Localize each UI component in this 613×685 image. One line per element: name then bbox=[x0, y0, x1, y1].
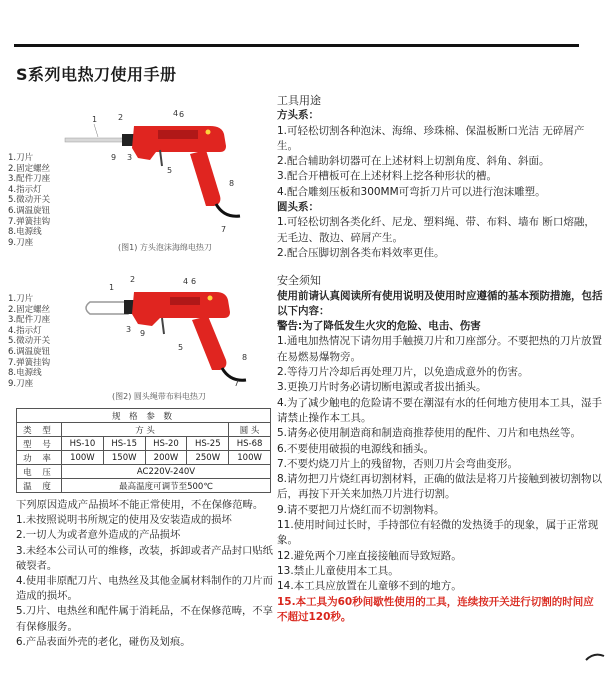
handle-1 bbox=[190, 150, 220, 206]
warranty-line: 5.刀片、电热丝和配件属于消耗品，不在保修范畴，不享有保修服务。 bbox=[16, 605, 273, 633]
svg-text:8: 8 bbox=[229, 179, 235, 188]
svg-text:3: 3 bbox=[126, 325, 132, 334]
legend-item: 4.指示灯 bbox=[8, 325, 42, 336]
svg-text:6: 6 bbox=[179, 110, 185, 119]
type-label: 类 型 bbox=[17, 423, 62, 437]
usage-item: 3.配合开槽板可在上述材料上挖各种形状的槽。 bbox=[277, 170, 498, 183]
warranty-line: 2.一切人为或者意外造成的产品损坏 bbox=[16, 529, 181, 542]
model-label: 型 号 bbox=[17, 437, 62, 451]
type-square: 方 头 bbox=[62, 423, 229, 437]
safety-item: 1.通电加热情况下请勿用手触摸刀片和刀座部分。不要把热的刀片放置在易燃易爆物旁。 bbox=[277, 335, 603, 363]
voltage-label: 电 压 bbox=[17, 465, 62, 479]
safety-item: 11.使用时间过长时，手持部位有轻微的发热烫手的现象，属于正常现象。 bbox=[277, 519, 599, 547]
callouts-2 bbox=[109, 275, 247, 388]
indicator-light-1 bbox=[206, 130, 211, 135]
legend-figure2 bbox=[8, 294, 50, 389]
usage-item: 1.可轻松切割各类化纤、尼龙、塑料绳、带、布料、墙布 断口熔融，无毛边、散边、碎屑产生。 bbox=[277, 216, 595, 244]
legend-item: 5.微动开关 bbox=[8, 195, 51, 206]
usage-heading: 工具用途 bbox=[277, 94, 321, 107]
svg-text:4: 4 bbox=[183, 277, 189, 286]
model-cell: HS-20 bbox=[145, 437, 187, 451]
safety-item: 4.为了减少触电的危险请不要在潮湿有水的任何地方使用本工具，湿手请禁止操作本工具。 bbox=[277, 396, 603, 424]
power-label: 功 率 bbox=[17, 451, 62, 465]
model-cell: HS-15 bbox=[103, 437, 145, 451]
legend-item: 6.调温旋钮 bbox=[8, 205, 51, 216]
round-heading: 圆头系： bbox=[277, 201, 319, 214]
type-round: 圆 头 bbox=[229, 423, 271, 437]
svg-text:5: 5 bbox=[178, 343, 184, 352]
svg-text:1: 1 bbox=[92, 115, 98, 124]
legend-item: 7.弹簧挂钩 bbox=[8, 216, 51, 227]
page-curl-icon bbox=[584, 650, 606, 664]
safety-item: 6.不要使用破损的电源线和插头。 bbox=[277, 442, 435, 455]
usage-item: 4.配合雕刻压板和300MM可弯折刀片可以进行泡沫雕塑。 bbox=[277, 185, 546, 198]
legend-item: 8.电源线 bbox=[8, 227, 42, 238]
specs-table bbox=[16, 408, 271, 493]
usage-item: 2.配合压脚切割各类布料效率更佳。 bbox=[277, 246, 445, 259]
safety-item: 14.本工具应放置在儿童够不到的地方。 bbox=[277, 580, 462, 593]
svg-text:6: 6 bbox=[191, 277, 197, 286]
legend-item: 5.微动开关 bbox=[8, 336, 51, 347]
legend-item: 1.刀片 bbox=[8, 153, 34, 163]
svg-text:7: 7 bbox=[234, 379, 240, 388]
spring-hook-2 bbox=[162, 318, 164, 334]
svg-text:4: 4 bbox=[173, 109, 179, 118]
legend-item: 1.刀片 bbox=[8, 294, 34, 304]
legend-item: 4.指示灯 bbox=[8, 184, 42, 195]
safety-intro: 使用前请认真阅读所有使用说明及使用时应遵循的基本预防措施，包括以下内容： bbox=[277, 289, 603, 317]
square-heading: 方头系： bbox=[277, 109, 319, 122]
safety-heading: 安全须知 bbox=[277, 274, 321, 288]
svg-text:9: 9 bbox=[111, 153, 117, 162]
legend-item: 9.刀座 bbox=[8, 378, 34, 389]
legend-item: 2.固定螺丝 bbox=[8, 304, 51, 315]
header-rule bbox=[14, 44, 579, 47]
indicator-light-2 bbox=[208, 296, 213, 301]
wire-blade-2 bbox=[86, 302, 128, 314]
usage-item: 2.配合辅助斜切器可在上述材料上切割角度、斜角、斜面。 bbox=[277, 155, 550, 168]
model-cell: HS-10 bbox=[62, 437, 104, 451]
right-column bbox=[277, 93, 604, 625]
temp-label: 温 度 bbox=[17, 479, 62, 493]
warranty-line: 下列原因造成产品损坏不能正常使用，不在保修范畴。 bbox=[16, 499, 264, 511]
warranty-line: 3.未经本公司认可的维修，改装，拆卸或者产品封口贴纸破裂者。 bbox=[16, 544, 273, 572]
warranty-section bbox=[16, 498, 274, 650]
spring-hook-1 bbox=[160, 150, 162, 166]
temp-value: 最高温度可调节至500℃ bbox=[62, 479, 271, 493]
figure1-caption: (图1) 方头泡沫海绵电热刀 bbox=[118, 243, 212, 252]
safety-highlight: 15.本工具为60秒间歇性使用的工具，连续按开关进行切割的时间应不超过120秒。 bbox=[277, 595, 594, 623]
svg-text:1: 1 bbox=[109, 283, 115, 292]
warranty-line: 1.未按照说明书所规定的使用及安装造成的损坏 bbox=[16, 514, 232, 527]
voltage-value: AC220V-240V bbox=[62, 465, 271, 479]
legend-item: 9.刀座 bbox=[8, 237, 34, 248]
power-cell: 200W bbox=[145, 451, 187, 465]
specs-title: 规 格 参 数 bbox=[17, 409, 271, 423]
safety-item: 2.等待刀片冷却后再处理刀片，以免造成意外的伤害。 bbox=[277, 366, 529, 379]
safety-warning: 警告:为了降低发生火灾的危险、电击、伤害 bbox=[277, 320, 481, 333]
model-cell: HS-68 bbox=[229, 437, 271, 451]
safety-item: 9.请不要把刀片烧红而不切割物料。 bbox=[277, 503, 445, 516]
model-cell: HS-25 bbox=[187, 437, 229, 451]
svg-text:5: 5 bbox=[167, 166, 173, 175]
power-cell: 100W bbox=[229, 451, 271, 465]
power-cord-1 bbox=[216, 204, 240, 216]
legend-figure1 bbox=[8, 153, 50, 248]
warranty-line: 6.产品表面外壳的老化，碰伤及划痕。 bbox=[16, 635, 191, 648]
svg-text:8: 8 bbox=[242, 353, 248, 362]
figure2-caption: (图2) 圆头绳带布料电热刀 bbox=[112, 392, 206, 401]
safety-item: 12.避免两个刀座直接接触而导致短路。 bbox=[277, 549, 462, 562]
legend-item: 3.配件刀座 bbox=[8, 174, 51, 185]
power-cell: 150W bbox=[103, 451, 145, 465]
svg-text:2: 2 bbox=[130, 275, 136, 284]
page-title: S系列电热刀使用手册 bbox=[16, 65, 177, 84]
svg-text:7: 7 bbox=[221, 225, 227, 234]
blade-1 bbox=[65, 138, 127, 142]
safety-item: 13.禁止儿童使用本工具。 bbox=[277, 564, 399, 577]
safety-item: 5.请务必使用制造商和制造商推荐使用的配件、刀片和电热丝等。 bbox=[277, 427, 582, 440]
power-cell: 100W bbox=[62, 451, 104, 465]
label-plate-1 bbox=[158, 130, 198, 139]
power-cell: 250W bbox=[187, 451, 229, 465]
legend-item: 8.电源线 bbox=[8, 368, 42, 379]
svg-text:3: 3 bbox=[127, 153, 133, 162]
safety-item: 7.不要灼烧刀片上的残留物，否则刀片会弯曲变形。 bbox=[277, 457, 519, 470]
legend-item: 6.调温旋钮 bbox=[8, 346, 51, 357]
legend-item: 2.固定螺丝 bbox=[8, 163, 51, 174]
warranty-line: 4.使用非原配刀片、电热丝及其他金属材料制作的刀片而造成的损坏。 bbox=[16, 575, 273, 603]
svg-text:9: 9 bbox=[140, 329, 146, 338]
handle-2 bbox=[192, 316, 226, 370]
label-plate-2 bbox=[170, 297, 200, 305]
svg-text:2: 2 bbox=[118, 113, 124, 122]
legend-item: 7.弹簧挂钩 bbox=[8, 357, 51, 368]
safety-item: 8.请勿把刀片烧红再切割材料，正确的做法是将刀片接触到被切割物以后，再按下开关来加热刀片进行切割。 bbox=[277, 473, 603, 501]
safety-item: 3.更换刀片时务必请切断电源或者拔出插头。 bbox=[277, 381, 487, 394]
legend-item: 3.配件刀座 bbox=[8, 315, 51, 326]
usage-item: 1.可轻松切割各种泡沫、海绵、珍珠棉、保温板断口光洁 无碎屑产生。 bbox=[277, 124, 585, 152]
